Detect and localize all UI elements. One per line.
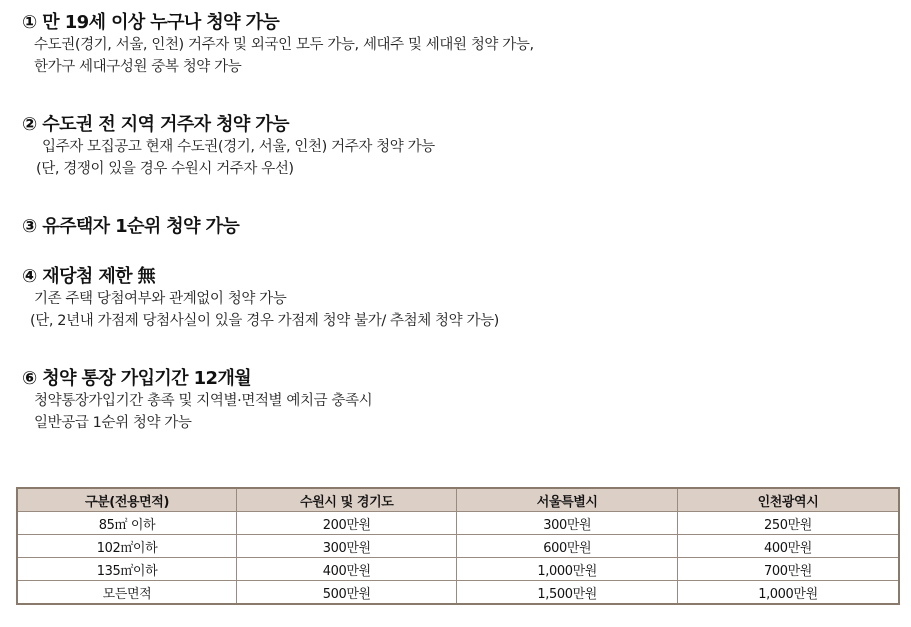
table-cell: 700만원 <box>677 558 899 581</box>
table-row <box>17 558 899 581</box>
section-text-line: 한가구 세대구성원 중복 청약 가능 <box>34 59 242 75</box>
section-age-eligibility <box>22 12 534 78</box>
section-text-line: (단, 경쟁이 있을 경우 수원시 거주자 우선) <box>36 161 294 177</box>
section-homeowner-eligibility <box>22 216 239 238</box>
table-row <box>17 512 899 535</box>
table-cell: 300만원 <box>457 512 678 535</box>
section-text-line: 수도권(경기, 서울, 인천) 거주자 및 외국인 모두 가능, 세대주 및 세대원 청약 가능, <box>34 37 534 53</box>
section-text-line: 기존 주택 당첨여부와 관계없이 청약 가능 <box>34 291 287 307</box>
table-cell: 135㎡이하 <box>17 558 236 581</box>
column-header-suwon-gyeonggi: 수원시 및 경기도 <box>236 488 456 512</box>
column-header-seoul: 서울특별시 <box>457 488 678 512</box>
table-cell: 300만원 <box>236 535 456 558</box>
table-header-row <box>17 488 899 512</box>
table-cell: 1,500만원 <box>457 581 678 605</box>
section-text-line: (단, 2년내 가점제 당첨사실이 있을 경우 가점제 청약 불가/ 추첨체 청약 가능) <box>30 313 499 329</box>
table-cell: 500만원 <box>236 581 456 605</box>
section-text-line: 청약통장가입기간 총족 및 지역별·면적별 예치금 충족시 <box>34 393 373 409</box>
table-cell: 600만원 <box>457 535 678 558</box>
table-cell: 모든면적 <box>17 581 236 605</box>
section-heading: ④ 재당첨 제한 無 <box>22 266 155 287</box>
table-row <box>17 581 899 605</box>
column-header-area: 구분(전용면적) <box>17 488 236 512</box>
table-cell: 400만원 <box>236 558 456 581</box>
deposit-table <box>16 487 900 605</box>
table-cell: 200만원 <box>236 512 456 535</box>
section-text-line: 입주자 모집공고 현재 수도권(경기, 서울, 인천) 거주자 청약 가능 <box>42 139 435 155</box>
section-heading: ② 수도권 전 지역 거주자 청약 가능 <box>22 114 289 135</box>
section-heading: ① 만 19세 이상 누구나 청약 가능 <box>22 12 280 33</box>
table-cell: 250만원 <box>677 512 899 535</box>
table-cell: 1,000만원 <box>457 558 678 581</box>
table-cell: 400만원 <box>677 535 899 558</box>
section-heading: ⑥ 청약 통장 가입기간 12개월 <box>22 368 252 389</box>
section-text-line: 일반공급 1순위 청약 가능 <box>34 415 192 431</box>
table-row <box>17 535 899 558</box>
section-rewin-restriction <box>22 266 499 332</box>
column-header-incheon: 인천광역시 <box>677 488 899 512</box>
section-subscription-period <box>22 368 372 434</box>
table-cell: 1,000만원 <box>677 581 899 605</box>
section-heading: ③ 유주택자 1순위 청약 가능 <box>22 216 240 237</box>
table-cell: 102㎡이하 <box>17 535 236 558</box>
table-cell: 85㎡ 이하 <box>17 512 236 535</box>
section-residence-eligibility <box>22 114 435 180</box>
